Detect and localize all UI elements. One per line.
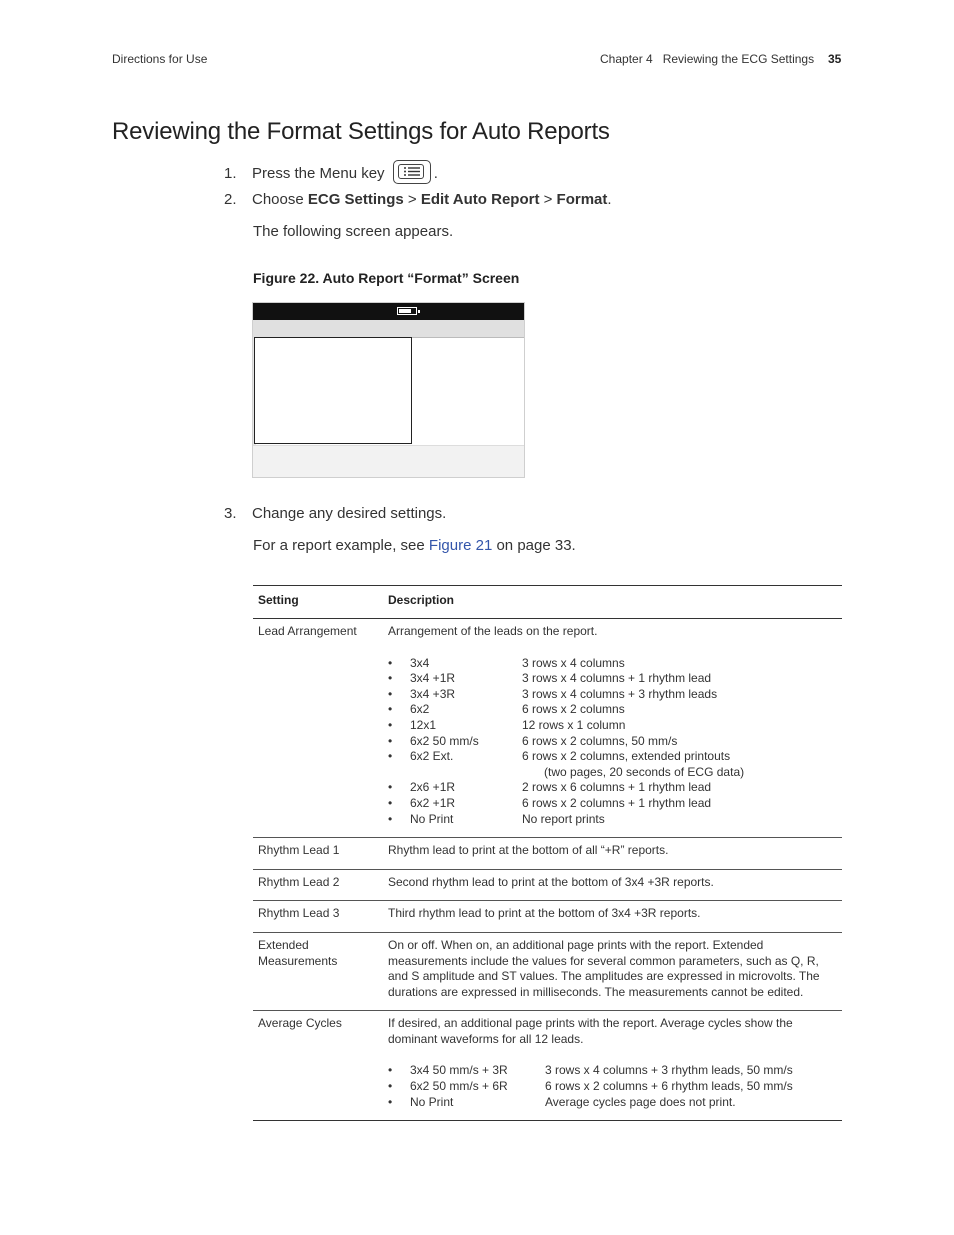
list-item: • 2x6 +1R 2 rows x 6 columns + 1 rhythm lead <box>388 780 837 796</box>
format-settings-list <box>254 337 412 444</box>
report-example-post: on page 33. <box>492 537 576 554</box>
screen-status-bar <box>253 303 524 320</box>
option-desc-continuation: (two pages, 20 seconds of ECG data) <box>544 764 745 779</box>
setting-name-line: Extended <box>258 937 309 952</box>
figure-caption: Figure 22. Auto Report “Format” Screen <box>253 270 520 286</box>
step-number: 1. <box>224 165 237 182</box>
option-desc: 3 rows x 4 columns <box>522 655 625 670</box>
option-name: 12x1 <box>410 717 437 732</box>
option-desc: 6 rows x 2 columns, 50 mm/s <box>522 733 678 748</box>
list-item: • 3x4 +1R 3 rows x 4 columns + 1 rhythm lead <box>388 671 837 687</box>
list-item: • 3x4 50 mm/s + 3R 3 rows x 4 columns + 3 rhythm leads, 50 mm/s <box>388 1063 837 1079</box>
option-desc: 12 rows x 1 column <box>522 717 626 732</box>
list-item: • 3x4 3 rows x 4 columns <box>388 656 837 672</box>
menu-path-edit-auto-report: Edit Auto Report <box>420 191 540 208</box>
table-row <box>253 1011 842 1121</box>
step-number: 2. <box>224 191 237 208</box>
step-text-end: . <box>433 165 438 182</box>
option-desc: 6 rows x 2 columns + 6 rhythm leads, 50 mm/s <box>545 1079 793 1094</box>
list-item: • 6x2 Ext. 6 rows x 2 columns, extended printouts <box>388 749 837 765</box>
table-row <box>253 869 842 901</box>
setting-description: Rhythm lead to print at the bottom of all “+R” reports. <box>383 838 842 870</box>
option-desc: 3 rows x 4 columns + 1 rhythm lead <box>522 671 712 686</box>
option-name: No Print <box>410 811 454 826</box>
setting-name: Rhythm Lead 2 <box>253 869 383 901</box>
list-item: • 6x2 50 mm/s 6 rows x 2 columns, 50 mm/s <box>388 734 837 750</box>
option-list <box>388 656 837 828</box>
following-screen-text: The following screen appears. <box>253 223 454 240</box>
step-text: Change any desired settings. <box>252 505 447 522</box>
step-text: Choose <box>252 191 308 208</box>
battery-icon <box>397 307 417 315</box>
table-row <box>253 619 842 838</box>
option-name: 6x2 Ext. <box>410 749 454 764</box>
screen-title-bar <box>253 320 524 338</box>
setting-description <box>383 619 842 838</box>
step-2 <box>224 191 612 208</box>
running-header-chapter: Chapter 4 Reviewing the ECG Settings <box>600 52 815 66</box>
setting-name <box>253 932 383 1010</box>
section-title: Reviewing the Format Settings for Auto Reports <box>112 118 610 145</box>
header-setting: Setting <box>253 586 383 619</box>
option-name: 6x2 <box>410 702 430 717</box>
description-text: If desired, an additional page prints with the report. Average cycles show the dominant waveforms for all 12 leads. <box>388 1016 793 1046</box>
setting-description <box>383 1011 842 1121</box>
description-text: Arrangement of the leads on the report. <box>388 624 598 638</box>
option-name: 3x4 <box>410 655 430 670</box>
option-name: 2x6 +1R <box>410 780 456 795</box>
settings-table <box>253 585 842 1121</box>
list-item: • No Print Average cycles page does not print. <box>388 1095 837 1111</box>
option-desc: 6 rows x 2 columns, extended printouts <box>522 749 731 764</box>
option-desc: No report prints <box>522 811 605 826</box>
option-desc: 6 rows x 2 columns + 1 rhythm lead <box>522 795 712 810</box>
menu-path-ecg-settings: ECG Settings <box>307 191 404 208</box>
step-3 <box>224 505 446 522</box>
option-desc: Average cycles page does not print. <box>545 1094 736 1109</box>
table-header-row <box>253 586 842 619</box>
setting-description: On or off. When on, an additional page prints with the report. Extended measurements include the values for several common parameters, such as Q, R, and S amplitude and ST values. The amplitudes are expressed in microvolts. The durations are expressed in milliseconds. The measurements cannot be edited. <box>383 932 842 1010</box>
list-item: • 6x2 6 rows x 2 columns <box>388 702 837 718</box>
setting-description: Second rhythm lead to print at the bottom of 3x4 +3R reports. <box>383 869 842 901</box>
step-text: Press the Menu key <box>252 165 385 182</box>
running-header-left: Directions for Use <box>112 52 208 66</box>
format-screen-figure <box>252 302 525 478</box>
menu-path-format: Format <box>556 191 608 208</box>
page-number: 35 <box>828 52 842 66</box>
list-item: • 3x4 +3R 3 rows x 4 columns + 3 rhythm leads <box>388 687 837 703</box>
path-separator: > <box>539 191 557 208</box>
option-name: 6x2 50 mm/s + 6R <box>410 1079 508 1094</box>
setting-name: Average Cycles <box>253 1011 383 1121</box>
setting-description: Third rhythm lead to print at the bottom of 3x4 +3R reports. <box>383 901 842 933</box>
option-name: 3x4 50 mm/s + 3R <box>410 1063 508 1078</box>
header-description: Description <box>383 586 842 619</box>
option-name: 6x2 +1R <box>410 795 456 810</box>
option-name: 3x4 +3R <box>410 686 456 701</box>
step-number: 3. <box>224 505 237 522</box>
setting-name-line: Measurements <box>258 953 338 968</box>
option-name: No Print <box>410 1094 454 1109</box>
list-item: • 6x2 50 mm/s + 6R 6 rows x 2 columns + 6 rhythm leads, 50 mm/s <box>388 1079 837 1095</box>
table-row <box>253 838 842 870</box>
option-name: 3x4 +1R <box>410 671 456 686</box>
option-desc: 2 rows x 6 columns + 1 rhythm lead <box>522 780 712 795</box>
table-row <box>253 901 842 933</box>
screen-soft-key-bar <box>253 445 524 477</box>
list-item: • 12x1 12 rows x 1 column <box>388 718 837 734</box>
step-1 <box>224 160 438 184</box>
option-list <box>388 1063 837 1110</box>
option-desc: 3 rows x 4 columns + 3 rhythm leads, 50 mm/s <box>545 1063 793 1078</box>
setting-name: Rhythm Lead 1 <box>253 838 383 870</box>
menu-key-icon <box>393 160 431 184</box>
option-name: 6x2 50 mm/s <box>410 733 479 748</box>
table-row <box>253 932 842 1010</box>
option-desc: 6 rows x 2 columns <box>522 702 625 717</box>
setting-name: Rhythm Lead 3 <box>253 901 383 933</box>
figure-21-link[interactable]: Figure 21 <box>428 537 493 554</box>
report-example-pre: For a report example, see <box>253 537 429 554</box>
path-separator: > <box>403 191 421 208</box>
list-item: • 6x2 +1R 6 rows x 2 columns + 1 rhythm lead <box>388 796 837 812</box>
report-example-text <box>253 537 576 554</box>
step-text-end: . <box>607 191 612 208</box>
list-item: • No Print No report prints <box>388 812 837 828</box>
option-desc: 3 rows x 4 columns + 3 rhythm leads <box>522 686 718 701</box>
setting-name: Lead Arrangement <box>253 619 383 838</box>
